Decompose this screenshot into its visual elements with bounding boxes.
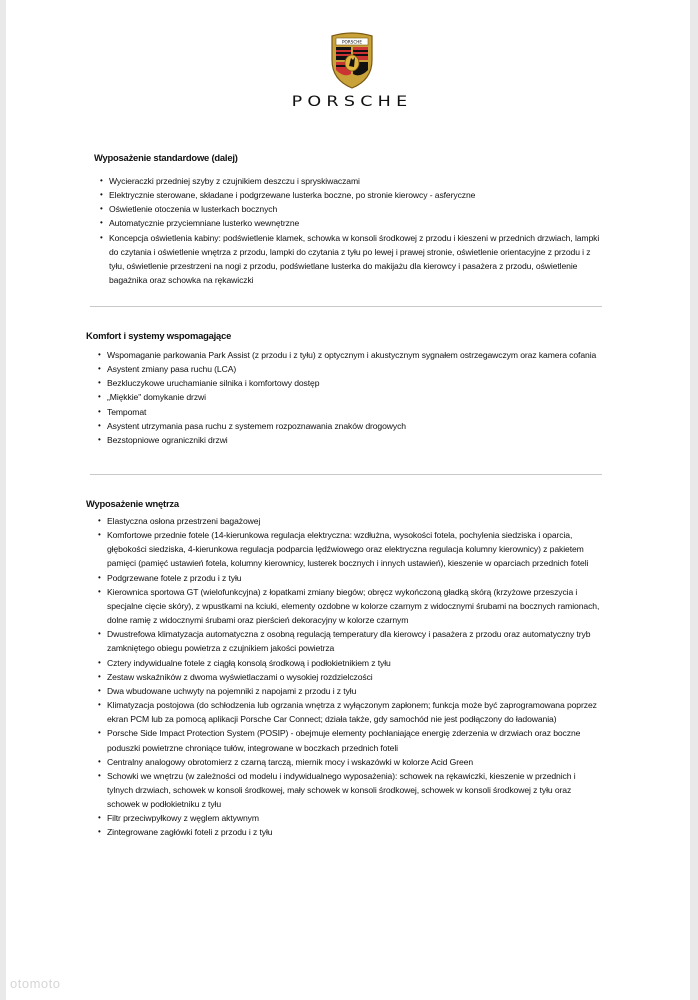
list-item: • Centralny analogowy obrotomierz z czarną tarczą, miernik mocy i wskazówki w kolorze Acid Green: [96, 755, 602, 769]
item-list: [96, 514, 602, 840]
porsche-wordmark: PORSCHE: [291, 94, 413, 110]
list-item: • „Miękkie" domykanie drzwi: [96, 390, 602, 404]
document-page: [6, 0, 690, 1000]
list-item: • Cztery indywidualne fotele z ciągłą konsolą środkową i podłokietnikiem z tyłu: [96, 656, 602, 670]
section-comfort-assist: [6, 330, 690, 447]
list-item: • Elastyczna osłona przestrzeni bagażowej: [96, 514, 602, 528]
list-item: • Dwustrefowa klimatyzacja automatyczna z osobną regulacją temperatury dla kierowcy i pasażera z przodu oraz automatyczny tryb zamkniętego obiegu powietrza z czujnikiem jakości powietrza: [96, 627, 602, 655]
section-divider: [90, 474, 602, 475]
section-interior-equipment: [6, 498, 690, 840]
list-item: • Oświetlenie otoczenia w lusterkach bocznych: [98, 202, 606, 216]
list-item: • Tempomat: [96, 405, 602, 419]
crest-lettering: PORSCHE: [341, 39, 363, 45]
section-standard-equipment: [6, 152, 690, 287]
list-item: • Filtr przeciwpyłkowy z węglem aktywnym: [96, 811, 602, 825]
list-item: • Elektrycznie sterowane, składane i podgrzewane lusterka boczne, po stronie kierowcy - asferyczne: [98, 188, 606, 202]
list-item: • Dwa wbudowane uchwyty na pojemniki z napojami z przodu i z tyłu: [96, 684, 602, 698]
list-item: • Bezkluczykowe uruchamianie silnika i komfortowy dostęp: [96, 376, 602, 390]
section-title: Wyposażenie wnętrza: [86, 498, 179, 509]
list-item: • Klimatyzacja postojowa (do schłodzenia lub ogrzania wnętrza z wyłączonym zapłonem; funkcja może być zaprogramowana poprzez ekran PCM lub za pomocą aplikacji Porsche Car Connect; działa także, gdy samochód nie jest podłączony do ładowania): [96, 698, 602, 726]
list-item: • Wspomaganie parkowania Park Assist (z przodu i z tyłu) z optycznym i akustycznym sygnałem ostrzegawczym oraz kamera cofania: [96, 348, 602, 362]
list-item: • Koncepcja oświetlenia kabiny: podświetlenie klamek, schowka w konsoli środkowej z przodu i kieszeni w przednich drzwiach, lampki do czytania i oświetlenie wnętrza z przodu, lampki do czytania z tyłu po lewej i prawej stronie, oświetlenie orientacyjne z przodu i z tyłu, oświetlenie przestrzeni na nogi z przodu, podświetlane lusterka do makijażu dla kierowcy i pasażera z przodu, oświetlenie bagażnika oraz schowka na rękawiczki: [98, 231, 606, 288]
watermark: otomoto: [10, 976, 61, 991]
section-divider: [90, 306, 602, 307]
list-item: • Zintegrowane zagłówki foteli z przodu i z tyłu: [96, 825, 602, 839]
item-list: [98, 174, 606, 287]
list-item: • Porsche Side Impact Protection System (POSIP) - obejmuje elementy pochłaniające energię zderzenia w drzwiach oraz boczne poduszki powietrzne chroniące tułów, integrowane w boczkach przednich foteli: [96, 726, 602, 754]
item-list: [96, 348, 602, 447]
list-item: • Kierownica sportowa GT (wielofunkcyjna) z łopatkami zmiany biegów; obręcz wykończoną gładką skórą (krzyżowe przeszycia i specjalne cięcie skóry), z wpustkami na kciuki, elementy ozdobne w kolorze czarnym z widocznymi śrubami na bocznych ramionach, dolne ramię z widocznymi śrubami oraz pierścień dekoracyjny w kolorze czarnym: [96, 585, 602, 627]
list-item: • Schowki we wnętrzu (w zależności od modelu i indywidualnego wyposażenia): schowek na rękawiczki, kieszenie w przednich i tylnych drzwiach, schowek w konsoli środkowej, mały schowek w konsoli środkowej, schowek w konsoli środkowej z tyłu oraz schowek w podłokietniku z tyłu: [96, 769, 602, 811]
list-item: • Wycieraczki przedniej szyby z czujnikiem deszczu i spryskiwaczami: [98, 174, 606, 188]
porsche-crest-icon: [328, 30, 376, 90]
list-item: • Bezstopniowe ograniczniki drzwi: [96, 433, 602, 447]
list-item: • Asystent zmiany pasa ruchu (LCA): [96, 362, 602, 376]
list-item: • Komfortowe przednie fotele (14-kierunkowa regulacja elektryczna: wzdłużna, wysokości fotela, pochylenia siedziska i oparcia, głębokości siedziska, 4-kierunkowa regulacja podparcia lędźwiowego oraz elektryczna regulacja kolumny kierownicy) z pakietem pamięci (pamięć ustawień fotela, kolumny kierownicy, lusterek bocznych i innych ustawień), kieszenie w oparciach przednich foteli: [96, 528, 602, 570]
section-title: Wyposażenie standardowe (dalej): [94, 152, 238, 163]
list-item: • Asystent utrzymania pasa ruchu z systemem rozpoznawania znaków drogowych: [96, 419, 602, 433]
list-item: • Zestaw wskaźników z dwoma wyświetlaczami o wysokiej rozdzielczości: [96, 670, 602, 684]
list-item: • Automatycznie przyciemniane lusterko wewnętrzne: [98, 216, 606, 230]
section-title: Komfort i systemy wspomagające: [86, 330, 232, 341]
list-item: • Podgrzewane fotele z przodu i z tyłu: [96, 571, 602, 585]
